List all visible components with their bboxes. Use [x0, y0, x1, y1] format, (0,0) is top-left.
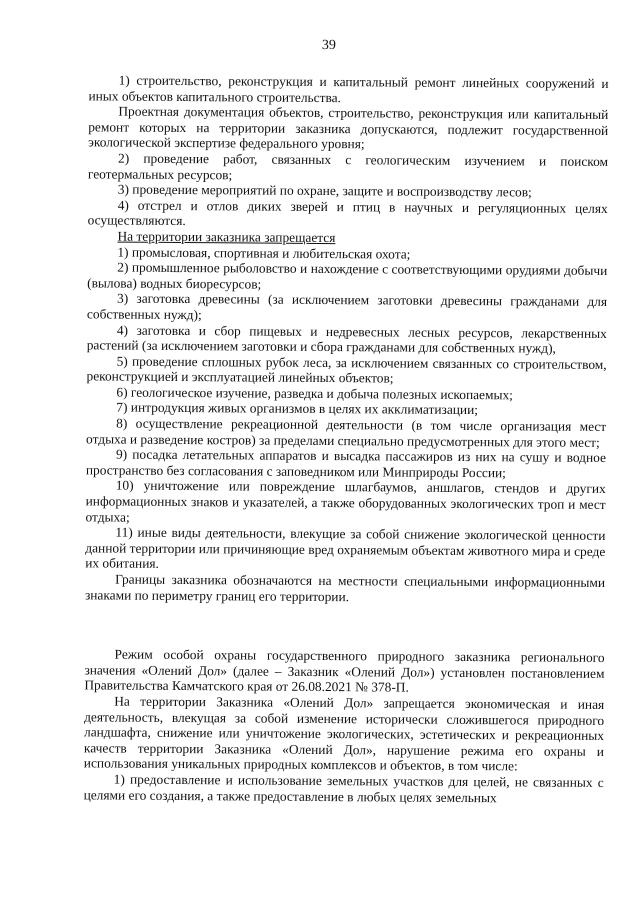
list-item: 10) уничтожение или повреждение шлагбаумов, аншлагов, стендов и других информационных знаков и указателей, а также оборудованных экологических троп и мест отдыха; [85, 478, 606, 525]
section-heading-text: На территории заказника запрещается [117, 228, 336, 246]
list-item: 5) проведение сплошных рубок леса, за исключением связанных со строительством, реконструкцией и эксплуатацией линейных объектов; [86, 353, 607, 386]
list-item: 1) промысловая, спортивная и любительская охота; [117, 244, 411, 262]
list-item: 3) заготовка древесины (за исключением заготовки древесины гражданами для собственных нужд); [86, 290, 608, 323]
paragraph: 3) проведение мероприятий по охране, защите и воспроизводству лесов; [117, 181, 532, 200]
list-item: 2) промышленное рыболовство и нахождение с соответствующими орудиями добычи (вылова) водных биоресурсов; [87, 259, 608, 292]
paragraph: На территории Заказника «Олений Дол» запрещается экономическая и иная деятельность, влекущая за собой изменение исторически сложившегося природного ландшафта, снижение или уничтожение экологических, эстетических и рекреационных качеств территории Заказника «Олений Дол», нарушение режима его охраны и использования уникальных природных комплексов и объектов, в том числе: [83, 693, 605, 774]
document-body [84, 72, 609, 806]
list-item: 8) осуществление рекреационной деятельности (в том числе организация мест отдыха и разведение костров) за пределами специально предусмотренных для этого мест; [86, 415, 607, 450]
list-item: 6) геологическое изучение, разведка и добыча полезных ископаемых; [116, 384, 513, 403]
paragraph: 2) проведение работ, связанных с геологическим изучением и поиском геотермальных ресурсов; [87, 150, 609, 182]
paragraph: Границы заказника обозначаются на местности специальными информационными знаками по периметру границ его территории. [84, 571, 606, 604]
list-item: 9) посадка летательных аппаратов и высадка пассажиров из них на сушу и водное пространство без согласования с заповедником или Минприроды России; [85, 446, 607, 481]
paragraph: 1) строительство, реконструкция и капитальный ремонт линейных сооружений и иных объектов капитального строительства. [88, 72, 609, 105]
list-item: 4) заготовка и сбор пищевых и недревесных лесных ресурсов, лекарственных растений (за исключением заготовки и сбора гражданами для собственных нужд), [86, 322, 607, 356]
paragraph: Проектная документация объектов, строительство, реконструкция или капитальный ремонт которых на территории заказника допускаются, подлежит государственной экологической экспертизе федерального уровня; [88, 103, 609, 152]
list-item: 1) предоставление и использование земельных участков для целей, не связанных с целями его создания, а также предоставление в любых целях земельных [83, 771, 604, 805]
page-number: 39 [321, 38, 336, 54]
paragraph: Режим особой охраны государственного природного заказника регионального значения «Олений Дол» (далее – Заказник «Олений Дол») установлен постановлением Правительства Камчатского края от 26.08.2021 № 378-П. [84, 646, 605, 696]
list-item: 11) иные виды деятельности, влекущие за собой снижение экологической ценности данной территории или причиняющие вред охраняемым объектам животного мира и среде их обитания. [85, 524, 606, 572]
paragraph: 4) отстрел и отлов диких зверей и птиц в научных и регуляционных целях осуществляются. [87, 197, 608, 229]
paragraph-gap [85, 603, 605, 651]
list-item: 7) интродукция живых организмов в целях их акклиматизации; [116, 400, 479, 418]
